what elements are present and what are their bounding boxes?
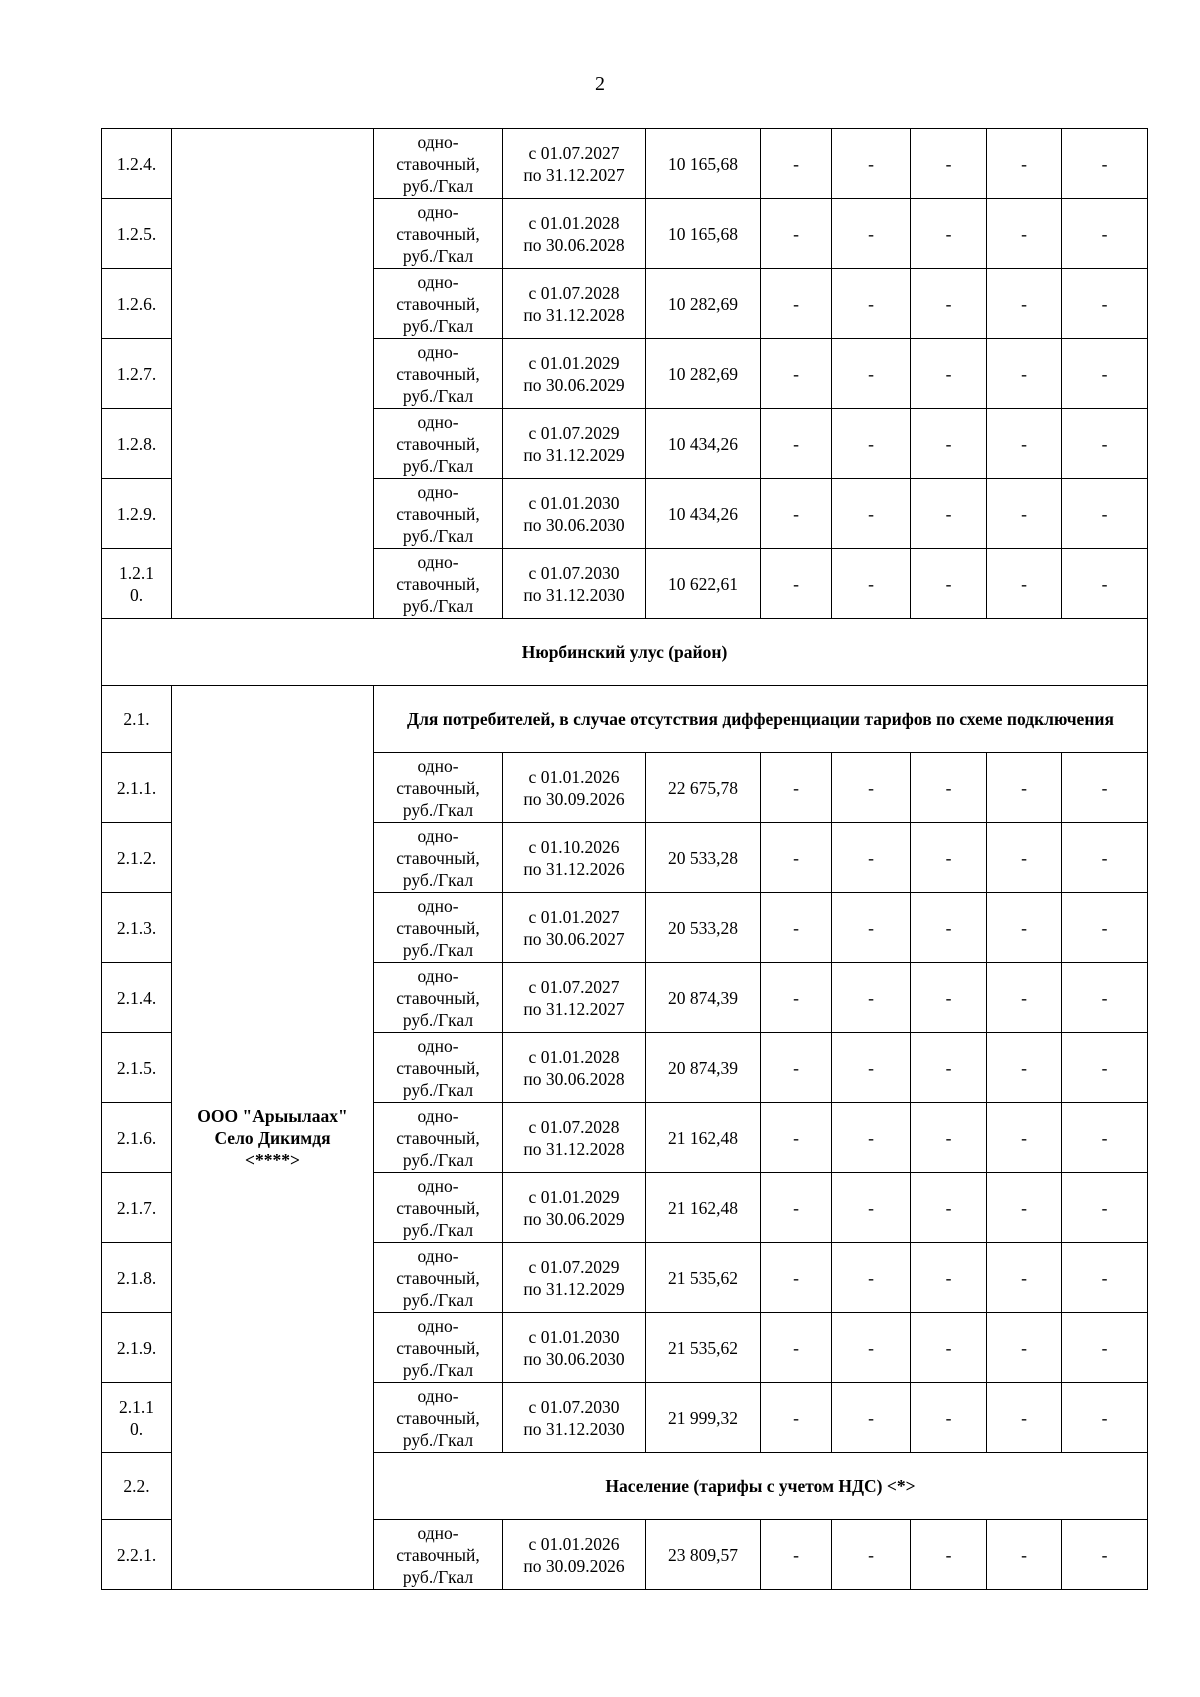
tariff-period: с 01.01.2029 по 30.06.2029 [503,339,646,409]
tariff-value: 23 809,57 [646,1520,761,1590]
tariff-value: 10 434,26 [646,409,761,479]
section-number: 2.2. [102,1453,172,1520]
dash-cell-5: - [1062,893,1148,963]
tariff-value: 22 675,78 [646,753,761,823]
row-number: 1.2.7. [102,339,172,409]
dash-cell-5: - [1062,129,1148,199]
tariff-type: одно- ставочный, руб./Гкал [374,129,503,199]
row-number: 1.2.8. [102,409,172,479]
dash-cell-4: - [987,963,1062,1033]
tariff-table [101,128,1148,1590]
dash-cell-2: - [832,269,911,339]
dash-cell-5: - [1062,823,1148,893]
region-title: Нюрбинский улус (район) [102,619,1148,686]
tariff-value: 10 165,68 [646,199,761,269]
dash-cell-1: - [761,1033,832,1103]
dash-cell-5: - [1062,269,1148,339]
row-number: 1.2.6. [102,269,172,339]
dash-cell-3: - [911,1243,987,1313]
dash-cell-5: - [1062,1033,1148,1103]
tariff-type: одно- ставочный, руб./Гкал [374,1520,503,1590]
tariff-value: 20 533,28 [646,893,761,963]
row-number: 1.2.4. [102,129,172,199]
row-number: 2.1.3. [102,893,172,963]
dash-cell-3: - [911,339,987,409]
dash-cell-3: - [911,753,987,823]
dash-cell-3: - [911,1103,987,1173]
tariff-type: одно- ставочный, руб./Гкал [374,339,503,409]
organization-cell-empty [172,129,374,619]
dash-cell-3: - [911,893,987,963]
dash-cell-2: - [832,199,911,269]
dash-cell-3: - [911,479,987,549]
tariff-value: 20 874,39 [646,963,761,1033]
dash-cell-3: - [911,1173,987,1243]
tariff-value: 10 165,68 [646,129,761,199]
dash-cell-3: - [911,269,987,339]
row-number: 2.1.1. [102,753,172,823]
row-number: 2.1.9. [102,1313,172,1383]
dash-cell-4: - [987,409,1062,479]
dash-cell-3: - [911,1520,987,1590]
row-number: 2.1.2. [102,823,172,893]
tariff-period: с 01.01.2028 по 30.06.2028 [503,1033,646,1103]
section-number: 2.1. [102,686,172,753]
tariff-value: 10 282,69 [646,339,761,409]
dash-cell-4: - [987,1173,1062,1243]
dash-cell-3: - [911,549,987,619]
dash-cell-1: - [761,1520,832,1590]
dash-cell-4: - [987,269,1062,339]
dash-cell-2: - [832,753,911,823]
tariff-period: с 01.07.2027 по 31.12.2027 [503,129,646,199]
dash-cell-5: - [1062,963,1148,1033]
dash-cell-1: - [761,269,832,339]
dash-cell-1: - [761,823,832,893]
tariff-type: одно- ставочный, руб./Гкал [374,1313,503,1383]
dash-cell-2: - [832,1243,911,1313]
tariff-period: с 01.01.2026 по 30.09.2026 [503,1520,646,1590]
dash-cell-4: - [987,753,1062,823]
dash-cell-4: - [987,893,1062,963]
dash-cell-2: - [832,893,911,963]
tariff-type: одно- ставочный, руб./Гкал [374,269,503,339]
dash-cell-5: - [1062,1520,1148,1590]
tariff-value: 21 999,32 [646,1383,761,1453]
row-number: 1.2.9. [102,479,172,549]
dash-cell-4: - [987,1383,1062,1453]
dash-cell-4: - [987,1103,1062,1173]
dash-cell-5: - [1062,339,1148,409]
tariff-period: с 01.07.2029 по 31.12.2029 [503,409,646,479]
dash-cell-1: - [761,409,832,479]
dash-cell-4: - [987,1243,1062,1313]
tariff-period: с 01.07.2028 по 31.12.2028 [503,1103,646,1173]
dash-cell-2: - [832,823,911,893]
tariff-type: одно- ставочный, руб./Гкал [374,823,503,893]
dash-cell-5: - [1062,549,1148,619]
dash-cell-1: - [761,1243,832,1313]
dash-cell-2: - [832,1173,911,1243]
dash-cell-1: - [761,339,832,409]
dash-cell-1: - [761,753,832,823]
tariff-type: одно- ставочный, руб./Гкал [374,1383,503,1453]
tariff-value: 21 162,48 [646,1173,761,1243]
row-number: 2.1.4. [102,963,172,1033]
dash-cell-1: - [761,893,832,963]
organization-name: ООО "Арыылаах" Село Дикимдя <****> [172,686,374,1590]
tariff-period: с 01.01.2029 по 30.06.2029 [503,1173,646,1243]
table-row [102,129,1148,199]
page-number: 2 [595,73,605,95]
dash-cell-1: - [761,129,832,199]
dash-cell-3: - [911,129,987,199]
dash-cell-3: - [911,1313,987,1383]
dash-cell-5: - [1062,409,1148,479]
dash-cell-1: - [761,1383,832,1453]
dash-cell-3: - [911,409,987,479]
dash-cell-5: - [1062,1383,1148,1453]
tariff-period: с 01.07.2030 по 31.12.2030 [503,549,646,619]
dash-cell-1: - [761,479,832,549]
dash-cell-1: - [761,963,832,1033]
dash-cell-1: - [761,1103,832,1173]
dash-cell-4: - [987,1520,1062,1590]
dash-cell-1: - [761,1313,832,1383]
tariff-type: одно- ставочный, руб./Гкал [374,753,503,823]
tariff-period: с 01.07.2027 по 31.12.2027 [503,963,646,1033]
tariff-period: с 01.07.2029 по 31.12.2029 [503,1243,646,1313]
tariff-period: с 01.01.2028 по 30.06.2028 [503,199,646,269]
dash-cell-3: - [911,963,987,1033]
row-number: 2.1.6. [102,1103,172,1173]
dash-cell-3: - [911,823,987,893]
tariff-type: одно- ставочный, руб./Гкал [374,479,503,549]
dash-cell-5: - [1062,1173,1148,1243]
dash-cell-2: - [832,1103,911,1173]
dash-cell-2: - [832,1033,911,1103]
dash-cell-3: - [911,199,987,269]
tariff-period: с 01.01.2030 по 30.06.2030 [503,479,646,549]
dash-cell-4: - [987,199,1062,269]
tariff-period: с 01.10.2026 по 31.12.2026 [503,823,646,893]
dash-cell-2: - [832,1313,911,1383]
tariff-value: 10 622,61 [646,549,761,619]
tariff-type: одно- ставочный, руб./Гкал [374,549,503,619]
dash-cell-4: - [987,479,1062,549]
dash-cell-1: - [761,1173,832,1243]
tariff-value: 20 533,28 [646,823,761,893]
row-number: 2.2.1. [102,1520,172,1590]
dash-cell-4: - [987,1033,1062,1103]
tariff-value: 10 434,26 [646,479,761,549]
dash-cell-2: - [832,409,911,479]
dash-cell-2: - [832,1383,911,1453]
dash-cell-3: - [911,1033,987,1103]
dash-cell-5: - [1062,753,1148,823]
dash-cell-4: - [987,823,1062,893]
tariff-type: одно- ставочный, руб./Гкал [374,199,503,269]
section-title: Для потребителей, в случае отсутствия дифференциации тарифов по схеме подключения [374,686,1148,753]
tariff-type: одно- ставочный, руб./Гкал [374,1173,503,1243]
tariff-type: одно- ставочный, руб./Гкал [374,1033,503,1103]
tariff-type: одно- ставочный, руб./Гкал [374,963,503,1033]
row-number: 2.1.1 0. [102,1383,172,1453]
section-title: Население (тарифы с учетом НДС) <*> [374,1453,1148,1520]
dash-cell-2: - [832,479,911,549]
tariff-period: с 01.07.2030 по 31.12.2030 [503,1383,646,1453]
tariff-value: 10 282,69 [646,269,761,339]
dash-cell-2: - [832,129,911,199]
tariff-type: одно- ставочный, руб./Гкал [374,1103,503,1173]
tariff-value: 21 535,62 [646,1313,761,1383]
dash-cell-5: - [1062,199,1148,269]
tariff-period: с 01.01.2027 по 30.06.2027 [503,893,646,963]
dash-cell-5: - [1062,1313,1148,1383]
dash-cell-5: - [1062,479,1148,549]
row-number: 2.1.5. [102,1033,172,1103]
dash-cell-5: - [1062,1243,1148,1313]
row-number: 1.2.5. [102,199,172,269]
dash-cell-4: - [987,339,1062,409]
row-number: 1.2.1 0. [102,549,172,619]
tariff-period: с 01.07.2028 по 31.12.2028 [503,269,646,339]
dash-cell-5: - [1062,1103,1148,1173]
tariff-type: одно- ставочный, руб./Гкал [374,893,503,963]
dash-cell-2: - [832,549,911,619]
tariff-period: с 01.01.2030 по 30.06.2030 [503,1313,646,1383]
tariff-value: 20 874,39 [646,1033,761,1103]
dash-cell-1: - [761,199,832,269]
tariff-type: одно- ставочный, руб./Гкал [374,409,503,479]
dash-cell-1: - [761,549,832,619]
dash-cell-2: - [832,339,911,409]
dash-cell-2: - [832,1520,911,1590]
dash-cell-4: - [987,129,1062,199]
tariff-value: 21 162,48 [646,1103,761,1173]
dash-cell-4: - [987,1313,1062,1383]
tariff-type: одно- ставочный, руб./Гкал [374,1243,503,1313]
dash-cell-4: - [987,549,1062,619]
tariff-period: с 01.01.2026 по 30.09.2026 [503,753,646,823]
row-number: 2.1.7. [102,1173,172,1243]
dash-cell-2: - [832,963,911,1033]
tariff-value: 21 535,62 [646,1243,761,1313]
region-row [102,619,1148,686]
dash-cell-3: - [911,1383,987,1453]
section-header-row [102,686,1148,753]
row-number: 2.1.8. [102,1243,172,1313]
